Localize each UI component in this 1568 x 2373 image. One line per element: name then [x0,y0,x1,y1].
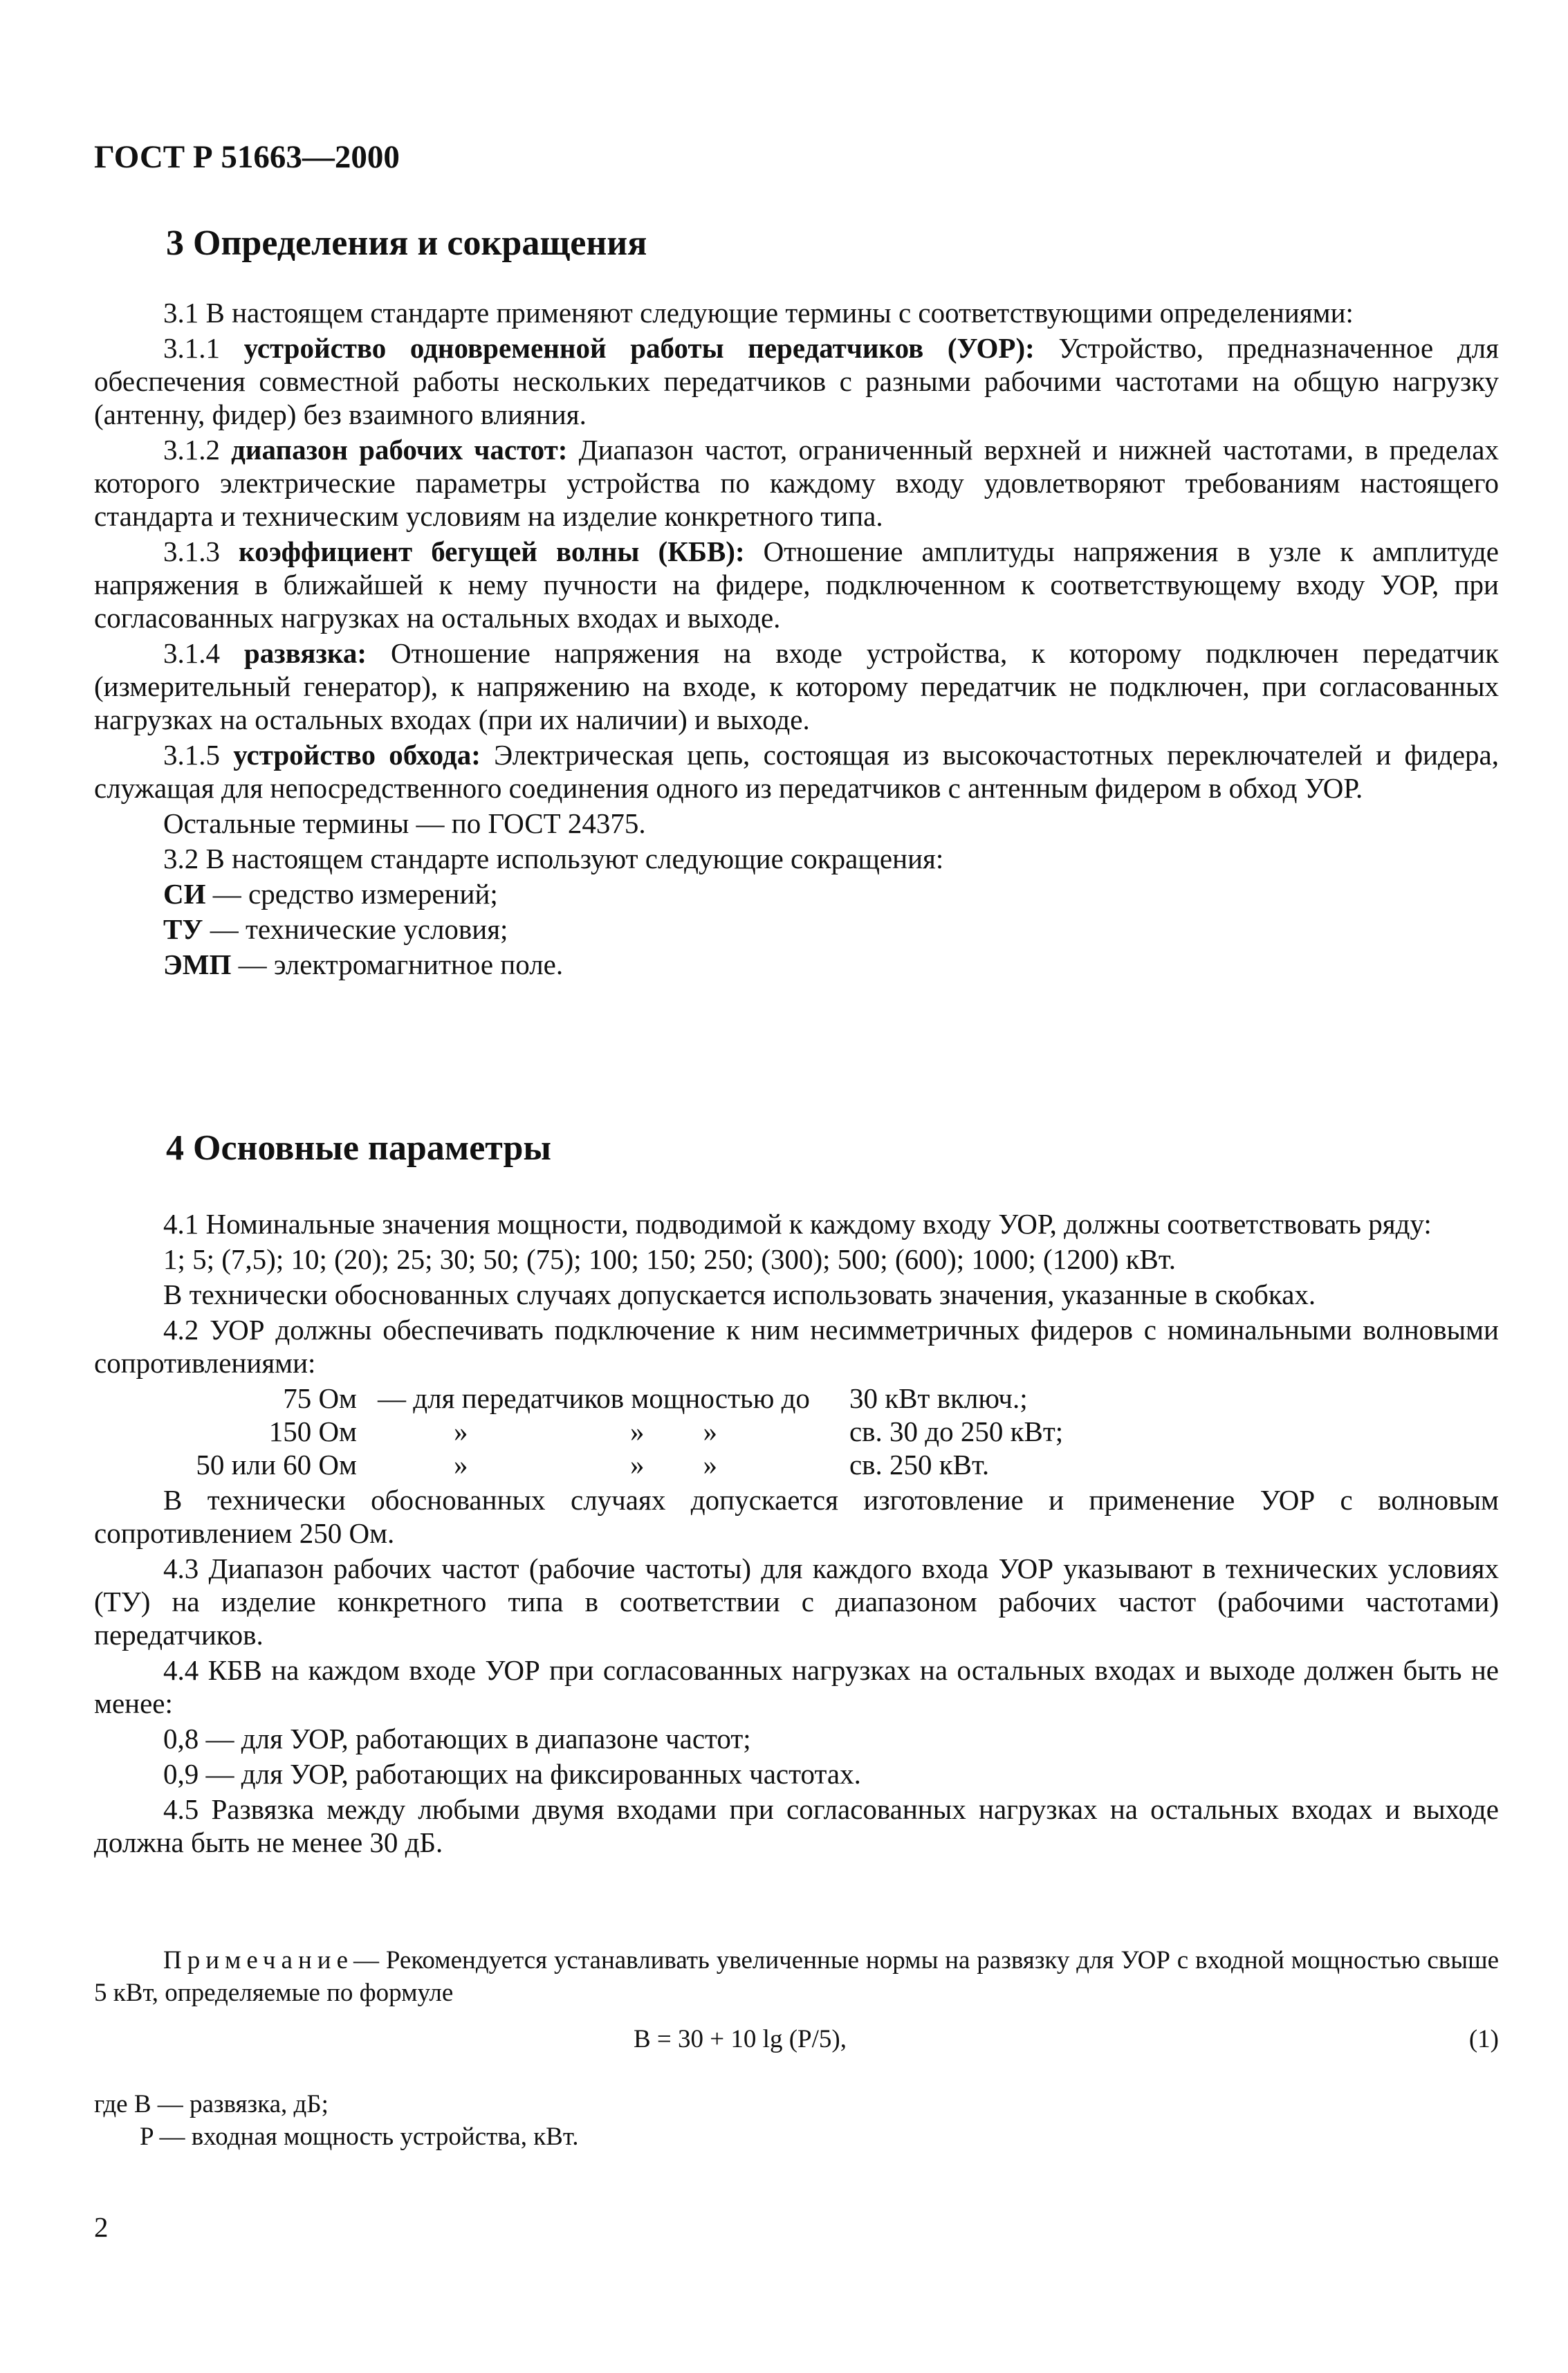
term-name: развязка: [243,637,367,669]
impedance-value: 150 Ом [268,1415,357,1447]
impedance-value: 50 или 60 Ом [196,1449,357,1481]
note-label: Примечание [163,1946,353,1975]
note-body: — Рекомендуется устанавливать увеличенные нормы на развязку для УОР с входной мощностью свыше 5 кВт, определяемые по формуле [94,1946,1499,2007]
kbv-requirement: 0,9 — для УОР, работающих на фиксированных частотах. [163,1758,861,1790]
impedance-ditto: » [703,1415,717,1447]
other-terms-note: Остальные термины — по ГОСТ 24375. [163,807,646,839]
abbreviation-item [94,913,1499,946]
paragraph-4-4: 4.4 КБВ на каждом входе УОР при согласованных нагрузках на остальных входах и выходе должен быть не менее: [94,1654,1499,1719]
impedance-ditto: » [703,1449,717,1481]
impedance-row [94,1415,1063,1448]
impedance-ditto [824,1382,838,1415]
abbreviation-definition: — электромагнитное поле. [231,949,564,980]
term-3-1-2 [94,433,1499,533]
term-name: устройство одновременной работы передатчиков (УОР): [243,332,1035,364]
section-3-body [94,296,1499,983]
abbreviation-item [94,877,1499,910]
impedance-power-range: св. 30 до 250 кВт; [849,1415,1064,1447]
term-3-1-5 [94,738,1499,805]
impedance-250-note: В технически обоснованных случаях допускается изготовление и применение УОР с волновым сопротивлением 250 Ом. [94,1484,1499,1549]
impedance-value: 75 Ом [283,1382,357,1414]
formula-line [94,2023,1499,2064]
abbreviation: ТУ [163,913,203,945]
paragraph-4-1: 4.1 Номинальные значения мощности, подводимой к каждому входу УОР, должны соответствовать ряду: [163,1208,1432,1240]
abbreviation-definition: — технические условия; [203,913,508,945]
paragraph-4-5: 4.5 Развязка между любыми двумя входами при согласованных нагрузках на остальных входах и выходе должна быть не менее 30 дБ. [94,1793,1499,1858]
term-3-1-1 [94,331,1499,431]
term-number: 3.1.1 [163,332,244,364]
impedance-row [94,1382,1063,1415]
kbv-requirement: 0,8 — для УОР, работающих в диапазоне частот; [163,1723,751,1754]
document-code-header: ГОСТ Р 51663—2000 [94,139,400,175]
impedance-ditto: » [629,1449,645,1481]
impedance-desc: — для передатчиков мощностью до [378,1382,810,1414]
term-definition: Устройство, предназначенное для обеспечения совместной работы нескольких передатчиков с разными рабочими частотами на общую нагрузку (антенну, фидер) без взаимного влияния. [94,332,1499,430]
term-name: диапазон рабочих частот: [231,434,568,466]
formula-where-1: где B — развязка, дБ; [94,2090,329,2118]
term-number: 3.1.4 [163,637,244,669]
paragraph-3-1: 3.1 В настоящем стандарте применяют следующие термины с соответствующими определениями: [163,297,1354,329]
abbreviation: СИ [163,878,206,910]
section-3-heading: 3 Определения и сокращения [166,223,647,263]
impedance-ditto [810,1382,824,1415]
term-number: 3.1.2 [163,434,232,466]
note-text [94,1944,1499,2009]
impedance-ditto: » [454,1415,468,1447]
term-definition: Электрическая цепь, состоящая из высокочастотных переключателей и фидера, служащая для непосредственного соединения одного из передатчиков с антенным фидером в обход УОР. [94,739,1500,804]
impedance-power-range: св. 250 кВт. [849,1449,990,1481]
term-number: 3.1.5 [163,739,234,771]
formula-number: (1) [1468,2025,1499,2053]
page-number: 2 [94,2211,109,2243]
section-4-heading: 4 Основные параметры [166,1128,551,1168]
impedance-row [94,1448,1063,1481]
term-definition: Отношение амплитуды напряжения в узле к амплитуде напряжения в ближайшей к нему пучности на фидере, подключенном к соответствующему входу УОР, при согласованных нагрузках на остальных входах и выходе. [94,535,1499,634]
term-definition: Диапазон частот, ограниченный верхней и нижней частотами, в пределах которого электрические параметры устройства по каждому входу удовлетворяют требованиям настоящего стандарта и техническим условиям на изделие конкретного типа. [94,434,1499,532]
impedance-power-range: 30 кВт включ.; [849,1382,1028,1414]
impedance-ditto: » [454,1449,468,1481]
paragraph-3-2: 3.2 В настоящем стандарте используют следующие сокращения: [163,843,944,874]
paragraph-4-2: 4.2 УОР должны обеспечивать подключение к ним несимметричных фидеров с номинальными волновыми сопротивлениями: [94,1314,1499,1379]
formula: B = 30 + 10 lg (P/5), [634,2025,847,2053]
formula-where-2: P — входная мощность устройства, кВт. [140,2123,579,2151]
abbreviation: ЭМП [163,949,232,980]
paragraph-4-3: 4.3 Диапазон рабочих частот (рабочие частоты) для каждого входа УОР указывают в технических условиях (ТУ) на изделие конкретного типа в соответствии с диапазоном рабочих частот (рабочими частотами) передатчиков. [94,1552,1499,1651]
term-name: коэффициент бегущей волны (КБВ): [239,535,745,567]
power-series: 1; 5; (7,5); 10; (20); 25; 30; 50; (75); 100; 150; 250; (300); 500; (600); 1000; (1200) кВт. [163,1243,1176,1275]
note-block [94,1944,1499,2153]
section-4-body [94,1207,1499,1861]
brackets-note: В технически обоснованных случаях допускается использовать значения, указанные в скобках. [163,1279,1316,1310]
impedance-table [94,1382,1063,1481]
term-3-1-4 [94,636,1499,736]
abbreviation-item [94,948,1499,981]
abbreviation-definition: — средство измерений; [205,878,498,910]
term-name: устройство обхода: [233,739,481,771]
term-3-1-3 [94,535,1499,634]
term-number: 3.1.3 [163,535,239,567]
term-definition: Отношение напряжения на входе устройства, к которому подключен передатчик (измерительный генератор), к напряжению на входе, к которому передатчик не подключен, при согласованных нагрузках на остальных входах (при их наличии) и выходе. [94,637,1499,735]
impedance-ditto: » [629,1415,645,1447]
